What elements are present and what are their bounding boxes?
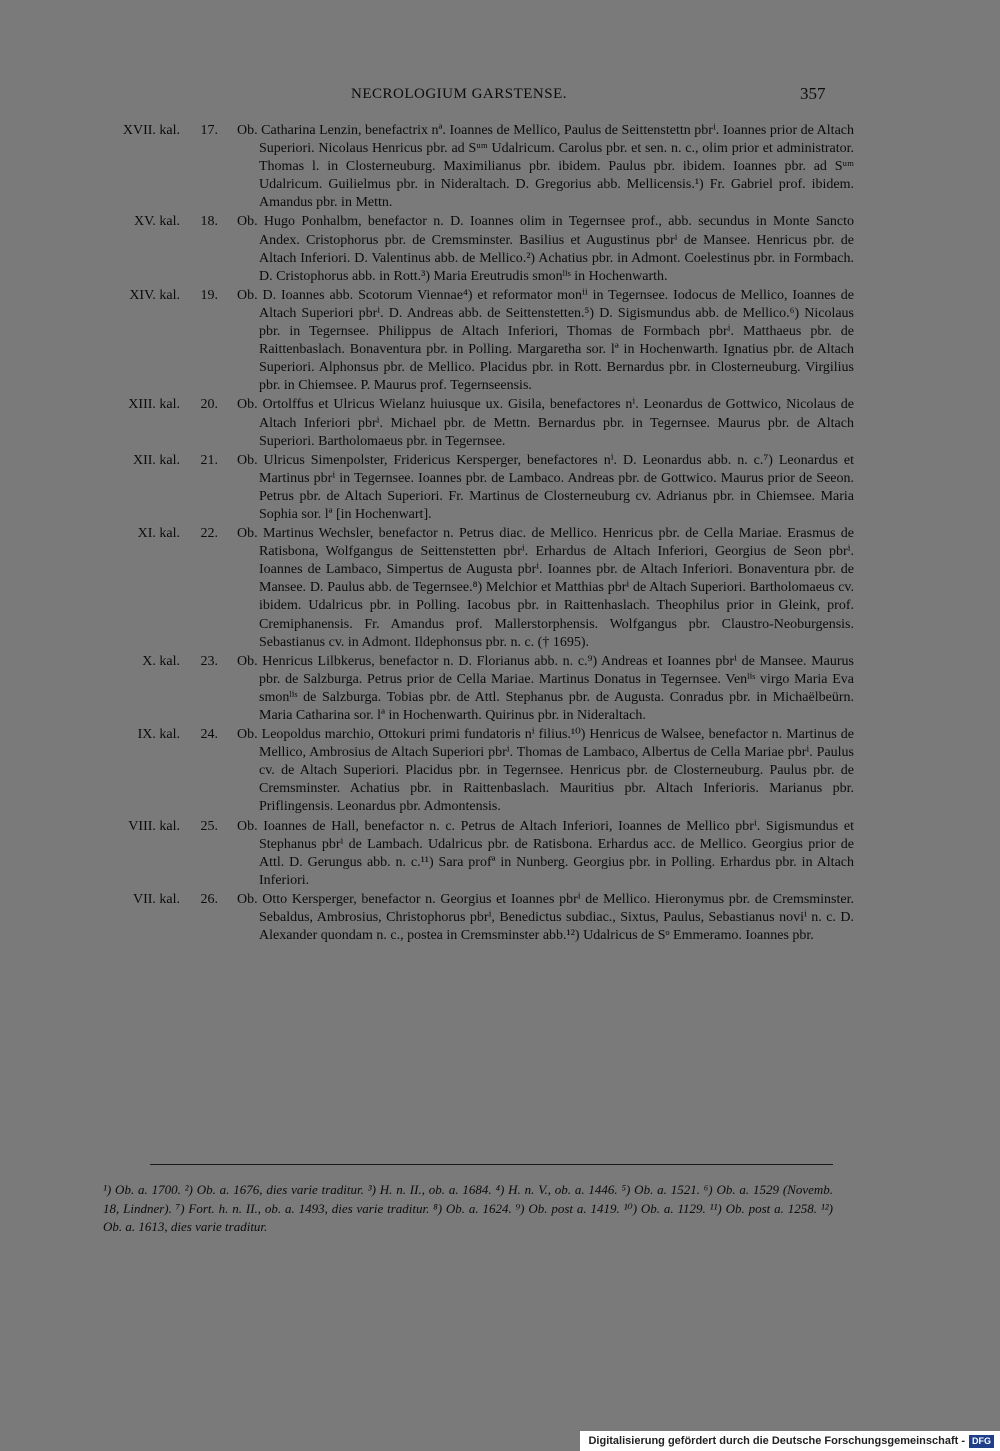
- kalend-label: XIV. kal.: [129, 287, 180, 303]
- footnote-divider: [150, 1164, 833, 1165]
- day-number: 20.: [200, 397, 218, 413]
- entry-text: Ob. Ortolffus et Ulricus Wielanz huiusque ux. Gisila, benefactores nⁱ. Leonardus de Gottwico, Nicolaus de Altach Inferiori pbrⁱ. Michael pbr. de Mettn. Bernardus pbr. in Tegernsee. Maurus pbr. de Altach Superiori. Bartholomaeus pbr. in Tegernsee.: [237, 397, 854, 449]
- entry-text: Ob. Otto Kersperger, benefactor n. Georgius et Ioannes pbrⁱ de Mellico. Hieronymus pbr. de Cremsminster. Sebaldus, Ambrosius, Christophorus pbrⁱ, Benedictus subdiac., Sixtus, Paulus, Sebastianus noviⁱ n. c. D. Alexander quondam n. c., postea in Cremsminster abb.¹²) Udalricus de Sᵒ Emmeramo. Ioannes pbr.: [237, 891, 854, 944]
- kalend-label: IX. kal.: [137, 727, 180, 743]
- entry-18: [0, 213, 1000, 285]
- dfg-banner: [580, 1431, 1000, 1451]
- entry-19: [0, 287, 1000, 396]
- entry-25: [0, 818, 1000, 890]
- entry-23: [0, 653, 1000, 725]
- banner-text: Digitalisierung gefördert durch die Deutsche Forschungsgemeinschaft -: [588, 1435, 965, 1447]
- day-number: 25.: [200, 818, 218, 834]
- day-number: 23.: [200, 653, 218, 669]
- page-number: 357: [800, 84, 826, 103]
- necrology-entries: [0, 122, 1000, 946]
- entry-21: [0, 452, 1000, 524]
- entry-24: [0, 726, 1000, 816]
- kalend-label: XV. kal.: [133, 214, 180, 230]
- entry-text: Ob. Leopoldus marchio, Ottokuri primi fundatoris nⁱ filius.¹⁰) Henricus de Walsee, benefactor n. Martinus de Mellico, Ambrosius de Altach Superiori pbrⁱ. Thomas de Lambaco, Albertus de Cella Mariae pbrⁱ. Paulus cv. de Altach Superiori. Placidus pbr. in Tegernsee. Henricus pbr. de Closterneuburg. Paulus pbr. de Cremsminster. Achatius pbr. in Raittenbaslach. Mauritius pbr. Altach Inferioris. Marianus pbr. Priflingensis. Leonardus pbr. Admontensis.: [237, 727, 854, 815]
- entry-22: [0, 525, 1000, 652]
- day-number: 24.: [200, 727, 218, 743]
- kalend-label: XII. kal.: [132, 452, 180, 468]
- day-number: 18.: [200, 214, 218, 230]
- kalend-label: X. kal.: [142, 653, 180, 669]
- kalend-label: VII. kal.: [132, 891, 180, 907]
- day-number: 26.: [200, 891, 218, 907]
- kalend-label: XIII. kal.: [128, 397, 180, 413]
- footnotes: ¹) Ob. a. 1700. ²) Ob. a. 1676, dies varie traditur. ³) H. n. II., ob. a. 1684. ⁴) H. n. V., ob. a. 1446. ⁵) Ob. a. 1521. ⁶) Ob. a. 1529 (Novemb. 18, Lindner). ⁷) Fort. h. n. II., ob. a. 1493, dies varie traditur. ⁸) Ob. a. 1624. ⁹) Ob. post a. 1419. ¹⁰) Ob. a. 1129. ¹¹) Ob. post a. 1258. ¹²) Ob. a. 1613, dies varie traditur.: [103, 1182, 833, 1235]
- day-number: 19.: [200, 287, 218, 303]
- day-number: 21.: [200, 452, 218, 468]
- entry-20: [0, 396, 1000, 450]
- dfg-logo-icon: DFG: [969, 1435, 994, 1448]
- entry-text: Ob. Ioannes de Hall, benefactor n. c. Petrus de Altach Inferiori, Ioannes de Mellico pbrⁱ. Sigismundus et Stephanus pbrⁱ de Lambach. Udalricus pbr. de Ratisbona. Erhardus acc. de Mellico. Georgius prior de Attl. D. Gerungus abb. n. c.¹¹) Sara profª in Nunberg. Georgius pbr. in Polling. Erhardus pbr. in Altach Inferiori.: [237, 818, 854, 888]
- page-header: [0, 86, 1000, 108]
- entry-17: [0, 122, 1000, 212]
- kalend-label: XI. kal.: [137, 526, 180, 542]
- running-title: NECROLOGIUM GARSTENSE.: [351, 86, 568, 102]
- day-number: 22.: [200, 526, 218, 542]
- day-number: 17.: [200, 123, 218, 138]
- entry-text: Ob. Martinus Wechsler, benefactor n. Petrus diac. de Mellico. Henricus pbr. de Cella Mariae. Erasmus de Ratisbona, Wolfgangus de Seittenstetten pbrⁱ. Erhardus de Altach Inferiori, Georgius de Seon pbrⁱ. Ioannes de Lambaco, Simpertus de Augusta pbrⁱ. Ioannes pbr. de Altach Inferiori. Bonaventura pbr. de Mansee. D. Paulus abb. de Tegernsee.⁸) Melchior et Matthias pbrⁱ de Altach Superiori. Bartholomaeus cv. ibidem. Udalricus pbr. in Polling. Iacobus pbr. in Raittenhaslach. Theophilus prior in Gleink, prof. Cremiphanensis. Fr. Amandus prof. Mallerstorphensis. Wolfgangus pbr. Claustro-Neoburgensis. Sebastianus cv. in Admont. Ildephonsus pbr. n. c. († 1695).: [237, 526, 854, 650]
- entry-26: [0, 891, 1000, 945]
- entry-text: Ob. Catharina Lenzin, benefactrix nª. Ioannes de Mellico, Paulus de Seittenstettn pbrⁱ. Ioannes prior de Altach Superiori. Nicolaus Henricus pbr. ad Sᵘᵐ Udalricum. Carolus pbr. et sen. n. c., olim prior et administrator. Thomas l. in Closterneuburg. Maximilianus pbr. ibidem. Paulus pbr. ibidem. Ioannes pbr. ad Sᵘᵐ Udalricum. Guilielmus pbr. in Nideraltach. D. Gregorius abb. Mellicensis.¹) Fr. Gabriel prof. ibidem. Amandus pbr. in Mettn.: [237, 123, 854, 211]
- entry-text: Ob. D. Ioannes abb. Scotorum Viennae⁴) et reformator monⁱⁱ in Tegernsee. Iodocus de Mellico, Ioannes de Altach Superiori pbrⁱ. D. Andreas abb. de Seittenstetten.⁵) D. Sigismundus abb. de Mellico.⁶) Nicolaus pbr. in Tegernsee. Philippus de Altach Inferiori, Thomas de Formbach pbrⁱ. Matthaeus pbr. de Raittenbaslach. Bonaventura pbr. in Polling. Margaretha sor. lª in Hochenwarth. Ignatius pbr. de Altach Superiori. Alphonsus pbr. de Mellico. Placidus pbr. in Rott. Bernardus pbr. in Closterneuburg. Virgilius pbr. in Chiemsee. P. Maurus prof. Tegernseensis.: [237, 287, 854, 394]
- kalend-label: XVII. kal.: [122, 123, 180, 138]
- kalend-label: VIII. kal.: [128, 818, 180, 834]
- entry-text: Ob. Ulricus Simenpolster, Fridericus Kersperger, benefactores nⁱ. D. Leonardus abb. n. c.⁷) Leonardus et Martinus pbrⁱ in Tegernsee. Ioannes pbr. de Lambaco. Andreas pbr. de Gottwico. Maurus prior de Seeon. Petrus pbr. de Altach Superiori. Fr. Martinus de Closterneuburg cv. Adrianus pbr. in Chiemsee. Maria Sophia sor. lª [in Hochenwart].: [237, 452, 854, 522]
- entry-text: Ob. Henricus Lilbkerus, benefactor n. D. Florianus abb. n. c.⁹) Andreas et Ioannes pbrⁱ de Mansee. Maurus pbr. de Salzburga. Petrus prior de Cella Mariae. Martinus Donatus in Tegernsee. Venˡⁱˢ virgo Maria Eva smonˡⁱˢ de Salzburga. Tobias pbr. de Attl. Stephanus pbr. de Augusta. Conradus pbr. in Michaëlbeürn. Maria Catharina sor. lª in Hochenwarth. Quirinus pbr. in Nideraltach.: [237, 653, 854, 723]
- entry-text: Ob. Hugo Ponhalbm, benefactor n. D. Ioannes olim in Tegernsee prof., abb. secundus in Monte Sancto Andex. Cristophorus pbr. de Cremsminster. Basilius et Augustinus pbrⁱ de Mansee. Henricus pbr. de Altach Inferiori. D. Valentinus abb. de Mellico.²) Achatius pbr. in Admont. Coelestinus pbr. in Formbach. D. Cristophorus abb. in Rott.³) Maria Ereutrudis smonˡⁱˢ in Hochenwarth.: [237, 214, 854, 284]
